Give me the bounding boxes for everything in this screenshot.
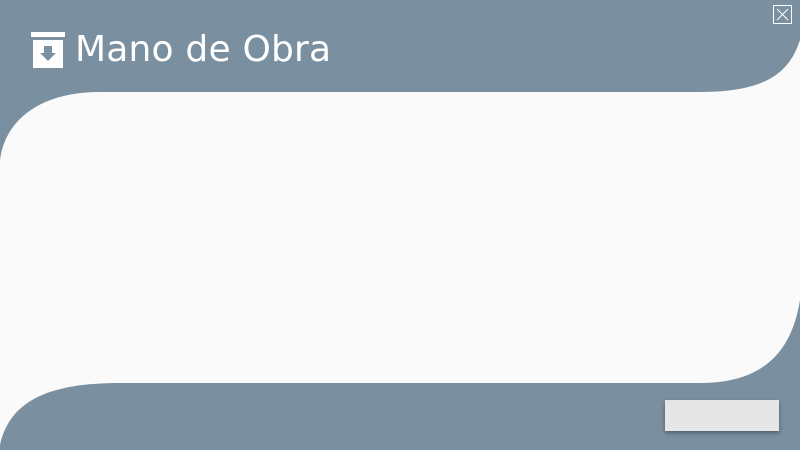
- close-icon: [774, 6, 791, 23]
- archive-download-icon: [31, 32, 65, 68]
- window-title: Mano de Obra: [75, 29, 332, 70]
- action-button[interactable]: [665, 400, 779, 431]
- frame-top-shape: [0, 0, 800, 160]
- close-button[interactable]: [773, 5, 792, 24]
- title-bar: [31, 28, 331, 72]
